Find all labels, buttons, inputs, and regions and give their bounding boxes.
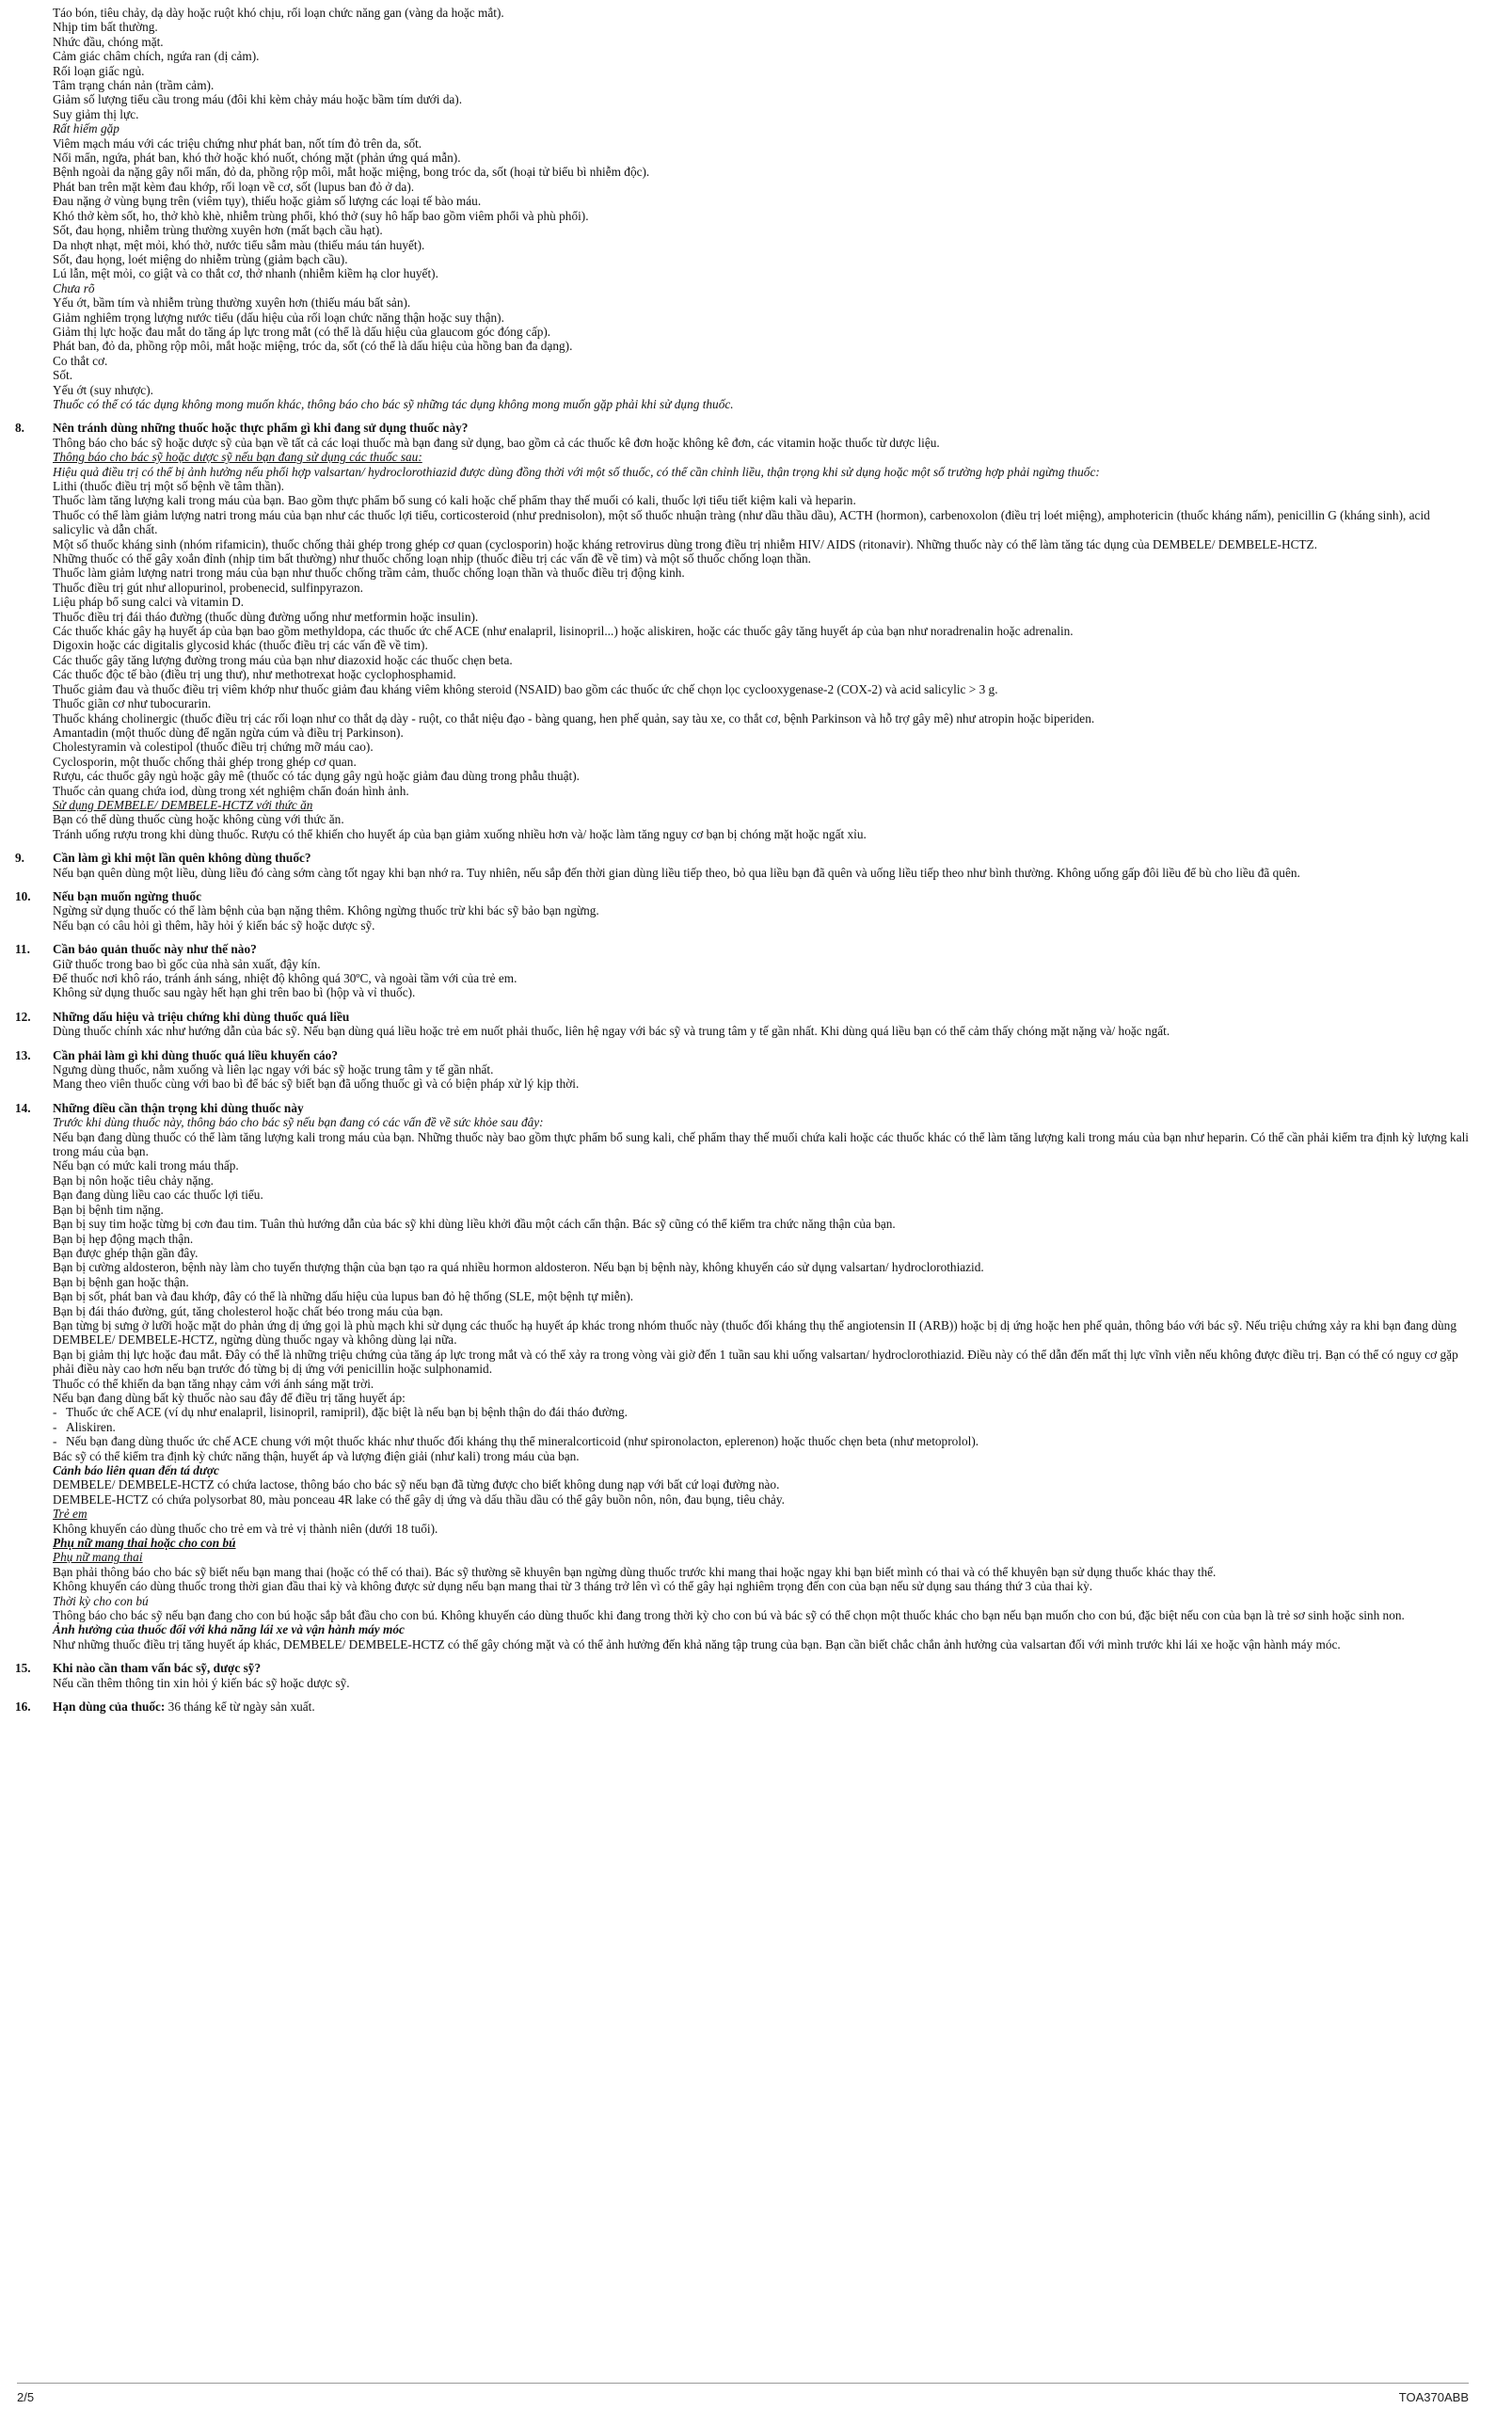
section-13 <box>15 1047 1473 1092</box>
text-line: Thông báo cho bác sỹ hoặc dược sỹ của bạn về tất cả các loại thuốc mà bạn đang sử dụng, bao gồm cả các thuốc kê đơn hoặc không kê đơn, các vitamin hoặc thuốc từ dược liệu. <box>53 435 940 450</box>
text-line: Thuốc kháng cholinergic (thuốc điều trị các rối loạn như co thắt dạ dày - ruột, co thắt niệu đạo - bàng quang, hen phế quản, say tàu xe, co thắt cơ, bệnh Parkinson và hỗ trợ gây mê) như atropin hoặc biperiden. <box>53 710 1095 726</box>
text-line: Tâm trạng chán nản (trầm cảm). <box>53 78 215 93</box>
text-line: Thuốc điều trị gút như allopurinol, probenecid, sulfinpyrazon. <box>53 580 363 595</box>
text-line: Bạn bị suy tim hoặc từng bị cơn đau tim. Tuân thủ hướng dẫn của bác sỹ khi dùng liều khởi đầu một cách cẩn thận. Bác sỹ cũng có thể kiểm tra chức năng thận của bạn. <box>53 1217 896 1232</box>
text-line: Liệu pháp bổ sung calci và vitamin D. <box>53 595 245 610</box>
text-line: Bạn bị sốt, phát ban và đau khớp, đây có thể là những dấu hiệu của lupus ban đỏ hệ thống (SLE, một bệnh tự miễn). <box>53 1289 634 1304</box>
text-line: Các thuốc khác gây hạ huyết áp của bạn bao gồm methyldopa, các thuốc ức chế ACE (như enalapril, lisinopril...) hoặc aliskiren, hoặc các thuốc gây tăng huyết áp của bạn như noradrenalin hoặc adrenalin. <box>53 624 1074 639</box>
text-line: Nhức đầu, chóng mặt. <box>53 34 164 49</box>
section-heading: Nên tránh dùng những thuốc hoặc thực phẩm gì khi đang sử dụng thuốc này? <box>53 421 469 436</box>
text-line: Ảnh hưởng của thuốc đối với khả năng lái xe và vận hành máy móc <box>53 1622 405 1637</box>
text-line: Sốt. <box>53 368 73 383</box>
text-line: Phụ nữ mang thai <box>53 1550 143 1565</box>
text-line: Bệnh ngoài da nặng gây nổi mẩn, đỏ da, phồng rộp môi, mắt hoặc miệng, bong tróc da, sốt (hoại tử biểu bì nhiễm độc). <box>53 165 650 180</box>
text-line: Lithi (thuốc điều trị một số bệnh về tâm thần). <box>53 479 284 493</box>
text-line: Cảm giác châm chích, ngứa ran (dị cảm). <box>53 49 260 64</box>
text-line: Amantadin (một thuốc dùng để ngăn ngừa cúm và điều trị Parkinson). <box>53 725 404 740</box>
bullet-item: - Thuốc ức chế ACE (ví dụ như enalapril, lisinopril, ramipril), đặc biệt là nếu bạn bị bệnh thận do đái tháo đường. <box>53 1405 1473 1419</box>
text-line: Không sử dụng thuốc sau ngày hết hạn ghi trên bao bì (hộp và vỉ thuốc). <box>53 985 416 1000</box>
text-line: Sử dụng DEMBELE/ DEMBELE-HCTZ với thức ăn <box>53 797 313 812</box>
section-number: 10. <box>15 888 31 903</box>
section-heading: Những dấu hiệu và triệu chứng khi dùng thuốc quá liều <box>53 1009 350 1024</box>
text-line: Không khuyến cáo dùng thuốc cho trẻ em và trẻ vị thành niên (dưới 18 tuổi). <box>53 1521 438 1536</box>
text-line: Hiệu quả điều trị có thể bị ảnh hưởng nếu phối hợp valsartan/ hydroclorothiazid được dùng đồng thời với một số thuốc, có thể cần chỉnh liều, thận trọng khi sử dụng hoặc một số trường hợp phải ngừng thuốc: <box>53 464 1100 479</box>
text-line: Chưa rõ <box>53 280 95 295</box>
side-effects-continued <box>53 6 1473 411</box>
text-line: Cyclosporin, một thuốc chống thải ghép trong ghép cơ quan. <box>53 754 357 769</box>
text-line: Trẻ em <box>53 1507 88 1522</box>
text-line: Thuốc giãn cơ như tubocurarin. <box>53 696 212 711</box>
text-line: Bạn bị đái tháo đường, gút, tăng cholesterol hoặc chất béo trong máu của bạn. <box>53 1303 443 1318</box>
text-line: Nếu bạn có mức kali trong máu thấp. <box>53 1158 239 1173</box>
section-9 <box>15 851 1473 880</box>
text-line: Thông báo cho bác sỹ hoặc dược sỹ nếu bạn đang sử dụng các thuốc sau: <box>53 450 422 465</box>
section-15 <box>15 1661 1473 1690</box>
text-line: Bạn phải thông báo cho bác sỹ biết nếu bạn mang thai (hoặc có thể có thai). Bác sỹ thường sẽ khuyên bạn ngừng dùng thuốc trước khi mang thai hoặc ngay khi bạn biết mình có thai và có thể khuyên bạn sử dụng thuốc khác thay thế. <box>53 1564 1217 1579</box>
text-line: Thuốc điều trị đái tháo đường (thuốc dùng đường uống như metformin hoặc insulin). <box>53 609 479 624</box>
text-line: Bạn bị nôn hoặc tiêu chảy nặng. <box>53 1173 214 1188</box>
text-line: Khó thở kèm sốt, ho, thở khò khè, nhiễm trùng phổi, khó thở (suy hô hấp bao gồm viêm phổi và phù phổi). <box>53 208 589 223</box>
text-line: Mang theo viên thuốc cùng với bao bì để bác sỹ biết bạn đã uống thuốc gì và có biện pháp xử lý kịp thời. <box>53 1077 580 1092</box>
text-line: Bác sỹ có thể kiểm tra định kỳ chức năng thận, huyết áp và lượng điện giải (như kali) trong máu của bạn. <box>53 1448 580 1463</box>
text-line: Bạn bị hẹp động mạch thận. <box>53 1231 194 1246</box>
section-heading: Khi nào cần tham vấn bác sỹ, dược sỹ? <box>53 1661 262 1676</box>
bullet-item: - Nếu bạn đang dùng thuốc ức chế ACE chung với một thuốc khác như thuốc đối kháng thụ thể mineralcorticoid (như spironolacton, eplerenon) hoặc thuốc chẹn beta (như metoprolol). <box>53 1434 1473 1448</box>
section-11 <box>15 942 1473 1000</box>
section-10 <box>15 888 1473 933</box>
text-line: Phụ nữ mang thai hoặc cho con bú <box>53 1536 236 1551</box>
text-line: Ngừng sử dụng thuốc có thể làm bệnh của bạn nặng thêm. Không ngừng thuốc trừ khi bác sỹ bảo bạn ngừng. <box>53 903 599 918</box>
text-line: Cảnh báo liên quan đến tá dược <box>53 1463 219 1477</box>
section-number: 9. <box>15 851 24 866</box>
text-line: Sốt, đau họng, nhiễm trùng thường xuyên hơn (mất bạch cầu hạt). <box>53 223 383 238</box>
section-heading: Cần bảo quản thuốc này như thế nào? <box>53 942 257 957</box>
section-14 <box>15 1100 1473 1651</box>
text-line: Thuốc làm giảm lượng natri trong máu của bạn như thuốc chống trầm cảm, thuốc chống loạn thần và thuốc điều trị động kinh. <box>53 566 685 581</box>
document-code: TOA370ABB <box>1398 2390 1469 2404</box>
section-number: 11. <box>15 942 30 957</box>
text-line: Một số thuốc kháng sinh (nhóm rifamicin), thuốc chống thải ghép trong ghép cơ quan (cyclosporin) hoặc kháng retrovirus dùng trong điều trị nhiễm HIV/ AIDS (ritonavir). Những thuốc này có thể làm tăng tác dụng của DEMBELE/ DEMBELE-HCTZ. <box>53 536 1318 551</box>
text-line: Thuốc làm tăng lượng kali trong máu của bạn. Bao gồm thực phẩm bổ sung có kali hoặc chế phẩm thay thế muối có kali, thuốc lợi tiểu tiết kiệm kali và heparin. <box>53 493 856 508</box>
text-line: Nổi mẩn, ngứa, phát ban, khó thở hoặc khó nuốt, chóng mặt (phản ứng quá mẫn). <box>53 151 461 166</box>
text-line: Dùng thuốc chính xác như hướng dẫn của bác sỹ. Nếu bạn dùng quá liều hoặc trẻ em nuốt phải thuốc, liên hệ ngay với bác sỹ và trung tâm y tế gần nhất. Khi dùng quá liều bạn có thể cảm thấy chóng mặt nặng và/ hoặc ngất. <box>53 1024 1170 1039</box>
text-line: Da nhợt nhạt, mệt mỏi, khó thở, nước tiểu sẫm màu (thiếu máu tán huyết). <box>53 237 425 252</box>
text-line: Các thuốc gây tăng lượng đường trong máu của bạn như diazoxid hoặc các thuốc chẹn beta. <box>53 652 513 667</box>
text-line: Bạn bị cường aldosteron, bệnh này làm cho tuyến thượng thận của bạn tạo ra quá nhiều hormon aldosteron. Nếu bạn bị bệnh này, không khuyến cáo sử dụng valsartan/ hydroclorothiazid. <box>53 1260 984 1275</box>
text-line: Cholestyramin và colestipol (thuốc điều trị chứng mỡ máu cao). <box>53 740 374 755</box>
text-line: Các thuốc độc tế bào (điều trị ung thư), như methotrexat hoặc cyclophosphamid. <box>53 667 456 682</box>
text-line: Giảm thị lực hoặc đau mắt do tăng áp lực trong mắt (có thể là dấu hiệu của glaucom góc đóng cấp). <box>53 324 551 339</box>
text-line: DEMBELE-HCTZ có chứa polysorbat 80, màu ponceau 4R lake có thể gây dị ứng và dấu thầu dầu có thể gây buồn nôn, nôn, đau bụng, tiêu chảy. <box>53 1492 785 1507</box>
section-8 <box>15 421 1473 841</box>
text-line: Bạn được ghép thận gần đây. <box>53 1245 199 1260</box>
section-number: 13. <box>15 1047 31 1062</box>
text-line: Phát ban, đỏ da, phồng rộp môi, mắt hoặc miệng, tróc da, sốt (có thể là dấu hiệu của hồng ban đa dạng). <box>53 339 573 354</box>
text-line: Nếu bạn đang dùng bất kỳ thuốc nào sau đây để điều trị tăng huyết áp: <box>53 1390 406 1405</box>
text-line: Rất hiếm gặp <box>53 121 119 136</box>
text-line: Thuốc giảm đau và thuốc điều trị viêm khớp như thuốc giảm đau kháng viêm không steroid (NSAID) bao gồm các thuốc ức chế chọn lọc cyclooxygenase-2 (COX-2) và acid salicylic > 3 g. <box>53 681 998 696</box>
text-line: Như những thuốc điều trị tăng huyết áp khác, DEMBELE/ DEMBELE-HCTZ có thể gây chóng mặt và có thể ảnh hưởng đến khả năng tập trung của bạn. Bạn cần biết chắc chắn ảnh hưởng của valsartan đối với mình trước khi lái xe hoặc vận hành máy móc. <box>53 1636 1341 1651</box>
section-heading: Cần phải làm gì khi dùng thuốc quá liều khuyến cáo? <box>53 1047 338 1062</box>
text-line: Nếu bạn đang dùng thuốc có thể làm tăng lượng kali trong máu của bạn. Những thuốc này bao gồm thực phẩm bổ sung kali, chế phẩm thay thế muối chứa kali hoặc các thuốc khác có thể làm tăng lượng kali trong máu của bạn như heparin. Có thể cần phải kiểm tra định kỳ lượng kali trong máu của bạn. <box>53 1129 1469 1159</box>
text-line: Phát ban trên mặt kèm đau khớp, rối loạn về cơ, sốt (lupus ban đỏ ở da). <box>53 179 415 194</box>
section-12 <box>15 1009 1473 1039</box>
text-line: Suy giảm thị lực. <box>53 106 139 121</box>
text-line: Thuốc có thể làm giảm lượng natri trong máu của bạn như các thuốc lợi tiểu, corticosteroid (như prednisolon), một số thuốc nhuận tràng (như dầu thầu dầu), ACTH (hormon), carbenoxolon (điều trị loét miệng), amphotericin (thuốc kháng nấm), penicillin G (kháng sinh), acid salicylic và dẫn chất. <box>53 507 1430 537</box>
section-number: 8. <box>15 421 24 436</box>
text-line: Yếu ớt (suy nhược). <box>53 382 153 397</box>
text-line: Bạn từng bị sưng ở lưỡi hoặc mặt do phản ứng dị ứng gọi là phù mạch khi sử dụng các thuốc hạ huyết áp khác trong nhóm thuốc này (thuốc đối kháng thụ thể angiotensin II (ARB)) hoặc bị dị ứng hoặc hen phế quản, thông báo với bác sỹ. Nếu triệu chứng xảy ra khi bạn đang dùng DEMBELE/ DEMBELE-HCTZ, ngừng dùng thuốc ngay và không dùng lại nữa. <box>53 1317 1456 1348</box>
text-line: Nhịp tim bất thường. <box>53 20 158 35</box>
text-line: Nếu bạn có câu hỏi gì thêm, hãy hỏi ý kiến bác sỹ hoặc dược sỹ. <box>53 917 375 933</box>
text-line: Thông báo cho bác sỹ nếu bạn đang cho con bú hoặc sắp bắt đầu cho con bú. Không khuyến cáo dùng thuốc khi đang trong thời kỳ cho con bú và bác sỹ có thể chọn một thuốc khác cho bạn nếu bạn muốn cho con bú, đặc biệt nếu con của bạn là trẻ sơ sinh hoặc sinh non. <box>53 1608 1405 1623</box>
text-line: Những thuốc có thể gây xoắn đỉnh (nhịp tim bất thường) như thuốc chống loạn nhịp (thuốc điều trị các vấn đề về tim) và một số thuốc chống loạn thần. <box>53 551 811 566</box>
section-number: 14. <box>15 1100 31 1115</box>
bullet-item: - Aliskiren. <box>53 1420 1473 1434</box>
text-line: Co thắt cơ. <box>53 353 108 368</box>
text-line: Thuốc cản quang chứa iod, dùng trong xét nghiệm chẩn đoán hình ảnh. <box>53 783 409 798</box>
section-number: 12. <box>15 1009 31 1024</box>
text-line: Lú lẫn, mệt mỏi, co giật và co thắt cơ, thở nhanh (nhiễm kiềm hạ clor huyết). <box>53 266 438 281</box>
text-line: Bạn bị giảm thị lực hoặc đau mắt. Đây có thể là những triệu chứng của tăng áp lực trong mắt và có thể xảy ra trong vòng vài giờ đến 1 tuần sau khi uống valsartan/ hydroclorothiazid. Điều này có thể dẫn đến mất thị lực vĩnh viễn nếu không được điều trị. Bạn có thể có nguy cơ gặp phải điều này cao hơn nếu bạn trước đó từng bị dị ứng với penicillin hoặc sulphonamid. <box>53 1347 1458 1377</box>
text-line: Giảm số lượng tiểu cầu trong máu (đôi khi kèm chảy máu hoặc bầm tím dưới da). <box>53 92 463 107</box>
text-line: Thời kỳ cho con bú <box>53 1593 149 1608</box>
text-line: Bạn bị bệnh gan hoặc thận. <box>53 1274 189 1289</box>
section-number: 15. <box>15 1661 31 1676</box>
text-line: Bạn đang dùng liều cao các thuốc lợi tiểu. <box>53 1188 263 1203</box>
text-line: Rối loạn giấc ngủ. <box>53 63 145 78</box>
leaflet-page <box>15 6 1473 1715</box>
text-line: Không khuyến cáo dùng thuốc trong thời gian đầu thai kỳ và không được sử dụng nếu bạn mang thai từ 3 tháng trở lên vì có thể gây hại nghiêm trọng đến con của bạn nếu sử dụng sau tháng thứ 3 của thai kỳ. <box>53 1579 1093 1594</box>
text-line: Để thuốc nơi khô ráo, tránh ánh sáng, nhiệt độ không quá 30ºC, và ngoài tầm với của trẻ em. <box>53 971 517 985</box>
text-line: Digoxin hoặc các digitalis glycosid khác (thuốc điều trị các vấn đề về tim). <box>53 638 428 653</box>
text-line: Giảm nghiêm trọng lượng nước tiểu (dấu hiệu của rối loạn chức năng thận hoặc suy thận). <box>53 310 504 325</box>
text-line: Nếu bạn quên dùng một liều, dùng liều đó càng sớm càng tốt ngay khi bạn nhớ ra. Tuy nhiên, nếu sắp đến thời gian dùng liều tiếp theo, bỏ qua liều bạn đã quên và uống liều tiếp theo như bình thường. Không uống gấp đôi liều để bù cho liều đã quên. <box>53 865 1300 880</box>
section-heading: Những điều cần thận trọng khi dùng thuốc này <box>53 1100 304 1115</box>
text-line: Thuốc có thể có tác dụng không mong muốn khác, thông báo cho bác sỹ những tác dụng không mong muốn gặp phải khi sử dụng thuốc. <box>53 396 734 411</box>
text-line: Táo bón, tiêu chảy, dạ dày hoặc ruột khó chịu, rối loạn chức năng gan (vàng da hoặc mắt). <box>53 6 504 20</box>
page-number: 2/5 <box>17 2390 35 2404</box>
leaflet-sections <box>15 421 1473 1690</box>
text-line: Giữ thuốc trong bao bì gốc của nhà sản xuất, đậy kín. <box>53 956 321 971</box>
text-line: Thuốc có thể khiến da bạn tăng nhạy cảm với ánh sáng mặt trời. <box>53 1376 374 1391</box>
section-16 <box>15 1699 1473 1715</box>
text-line: Viêm mạch máu với các triệu chứng như phát ban, nốt tím đỏ trên da, sốt. <box>53 136 422 151</box>
text-line: Sốt, đau họng, loét miệng do nhiễm trùng (giảm bạch cầu). <box>53 251 348 266</box>
text-line: Yếu ớt, bầm tím và nhiễm trùng thường xuyên hơn (thiếu máu bất sản). <box>53 295 411 311</box>
section-heading: Cần làm gì khi một lần quên không dùng thuốc? <box>53 851 311 866</box>
text-line: Bạn có thể dùng thuốc cùng hoặc không cùng với thức ăn. <box>53 812 344 827</box>
section-heading: Nếu bạn muốn ngừng thuốc <box>53 888 201 903</box>
text-line: Rượu, các thuốc gây ngủ hoặc gây mê (thuốc có tác dụng gây ngủ hoặc giảm đau dùng trong phẫu thuật). <box>53 769 580 784</box>
text-line: Nếu cần thêm thông tin xin hỏi ý kiến bác sỹ hoặc dược sỹ. <box>53 1675 350 1690</box>
text-line: Đau nặng ở vùng bụng trên (viêm tụy), thiếu hoặc giảm số lượng các loại tế bào máu. <box>53 194 482 209</box>
text-line: Ngưng dùng thuốc, nằm xuống và liên lạc ngay với bác sỹ hoặc trung tâm y tế gần nhất. <box>53 1062 494 1077</box>
section-heading: Hạn dùng của thuốc: <box>53 1699 166 1715</box>
text-line: Tránh uống rượu trong khi dùng thuốc. Rượu có thể khiến cho huyết áp của bạn giảm xuống nhiều hơn và/ hoặc làm tăng nguy cơ bạn bị chóng mặt hoặc ngất xỉu. <box>53 826 867 841</box>
text-line: Trước khi dùng thuốc này, thông báo cho bác sỹ nếu bạn đang có các vấn đề về sức khỏe sau đây: <box>53 1115 544 1130</box>
section-number: 16. <box>15 1699 31 1715</box>
text-line: Bạn bị bệnh tim nặng. <box>53 1202 164 1217</box>
shelf-life-text: 36 tháng kể từ ngày sản xuất. <box>165 1699 315 1715</box>
text-line: DEMBELE/ DEMBELE-HCTZ có chứa lactose, thông báo cho bác sỹ nếu bạn đã từng được cho biết không dung nạp với bất cứ loại đường nào. <box>53 1477 780 1492</box>
footer-rule <box>17 2383 1469 2384</box>
